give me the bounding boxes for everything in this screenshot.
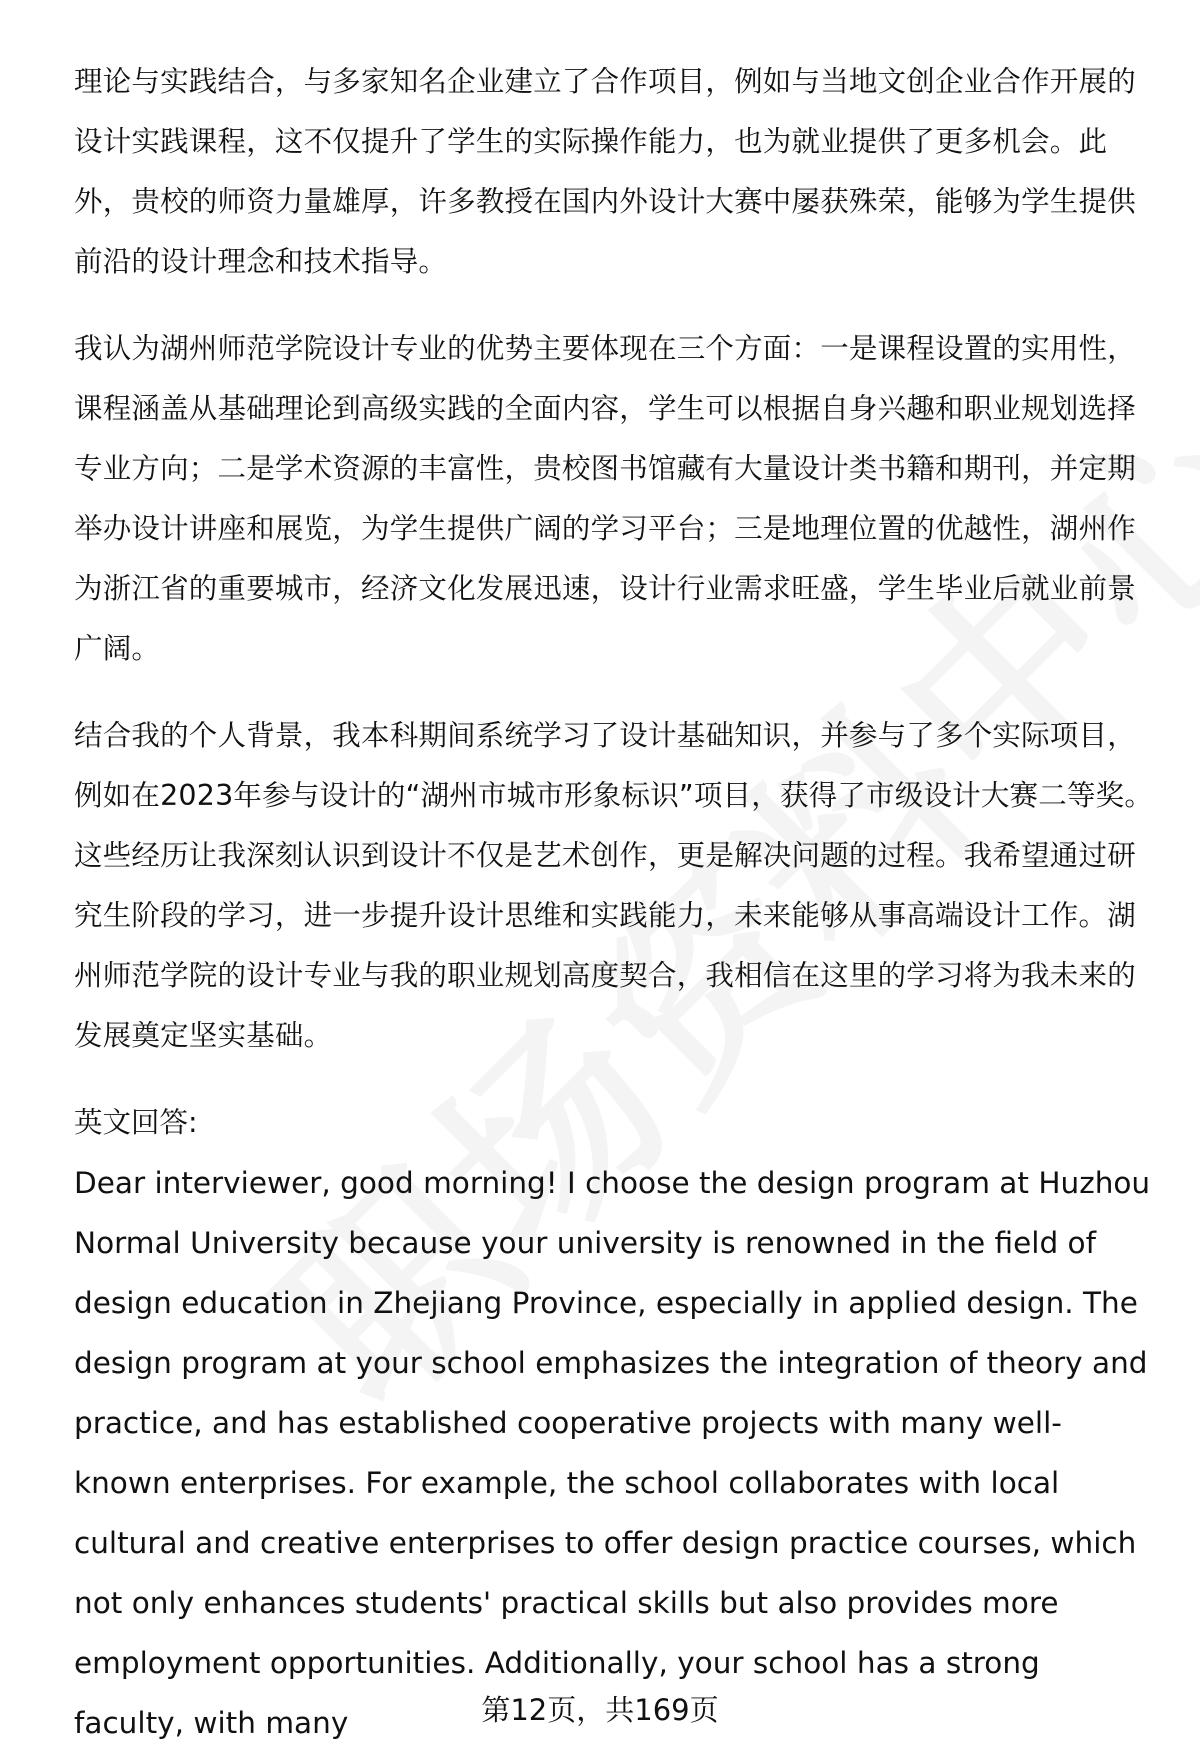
page-footer: 第12页，共169页 [481, 1693, 719, 1727]
english-answer-heading: 英文回答: [74, 1106, 198, 1139]
paragraph-en: Dear interviewer, good morning! I choose the design program at Huzhou Normal University because your university is renowned in the field of design education in Zhejiang Province, especially in applied design. The design program at your school emphasizes the integration of theory and practice, and has established cooperative projects with many well-known enterprises. For example, the school collaborates with local cultural and creative enterprises to offer design practice courses, which not only enhances students' practical skills but also provides more employment opportunities. Additionally, your school has a strong faculty, with many [74, 1166, 1151, 1740]
paragraph-zh-1: 理论与实践结合，与多家知名企业建立了合作项目，例如与当地文创企业合作开展的设计实践课程，这不仅提升了学生的实际操作能力，也为就业提供了更多机会。此外，贵校的师资力量雄厚，许多教授在国内外设计大赛中屡获殊荣，能够为学生提供前沿的设计理念和技术指导。 [74, 65, 1136, 278]
paragraph-zh-2: 我认为湖州师范学院设计专业的优势主要体现在三个方面：一是课程设置的实用性，课程涵盖从基础理论到高级实践的全面内容，学生可以根据自身兴趣和职业规划选择专业方向；二是学术资源的丰富性，贵校图书馆藏有大量设计类书籍和期刊，并定期举办设计讲座和展览，为学生提供广阔的学习平台；三是地理位置的优越性，湖州作为浙江省的重要城市，经济文化发展迅速，设计行业需求旺盛，学生毕业后就业前景广阔。 [74, 332, 1136, 665]
document-body [74, 52, 1154, 1753]
paragraph-zh-3: 结合我的个人背景，我本科期间系统学习了设计基础知识，并参与了多个实际项目，例如在2023年参与设计的“湖州市城市形象标识”项目，获得了市级设计大赛二等奖。这些经历让我深刻认识到设计不仅是艺术创作，更是解决问题的过程。我希望通过研究生阶段的学习，进一步提升设计思维和实践能力，未来能够从事高端设计工作。湖州师范学院的设计专业与我的职业规划高度契合，我相信在这里的学习将为我未来的发展奠定坚实基础。 [74, 719, 1154, 1052]
